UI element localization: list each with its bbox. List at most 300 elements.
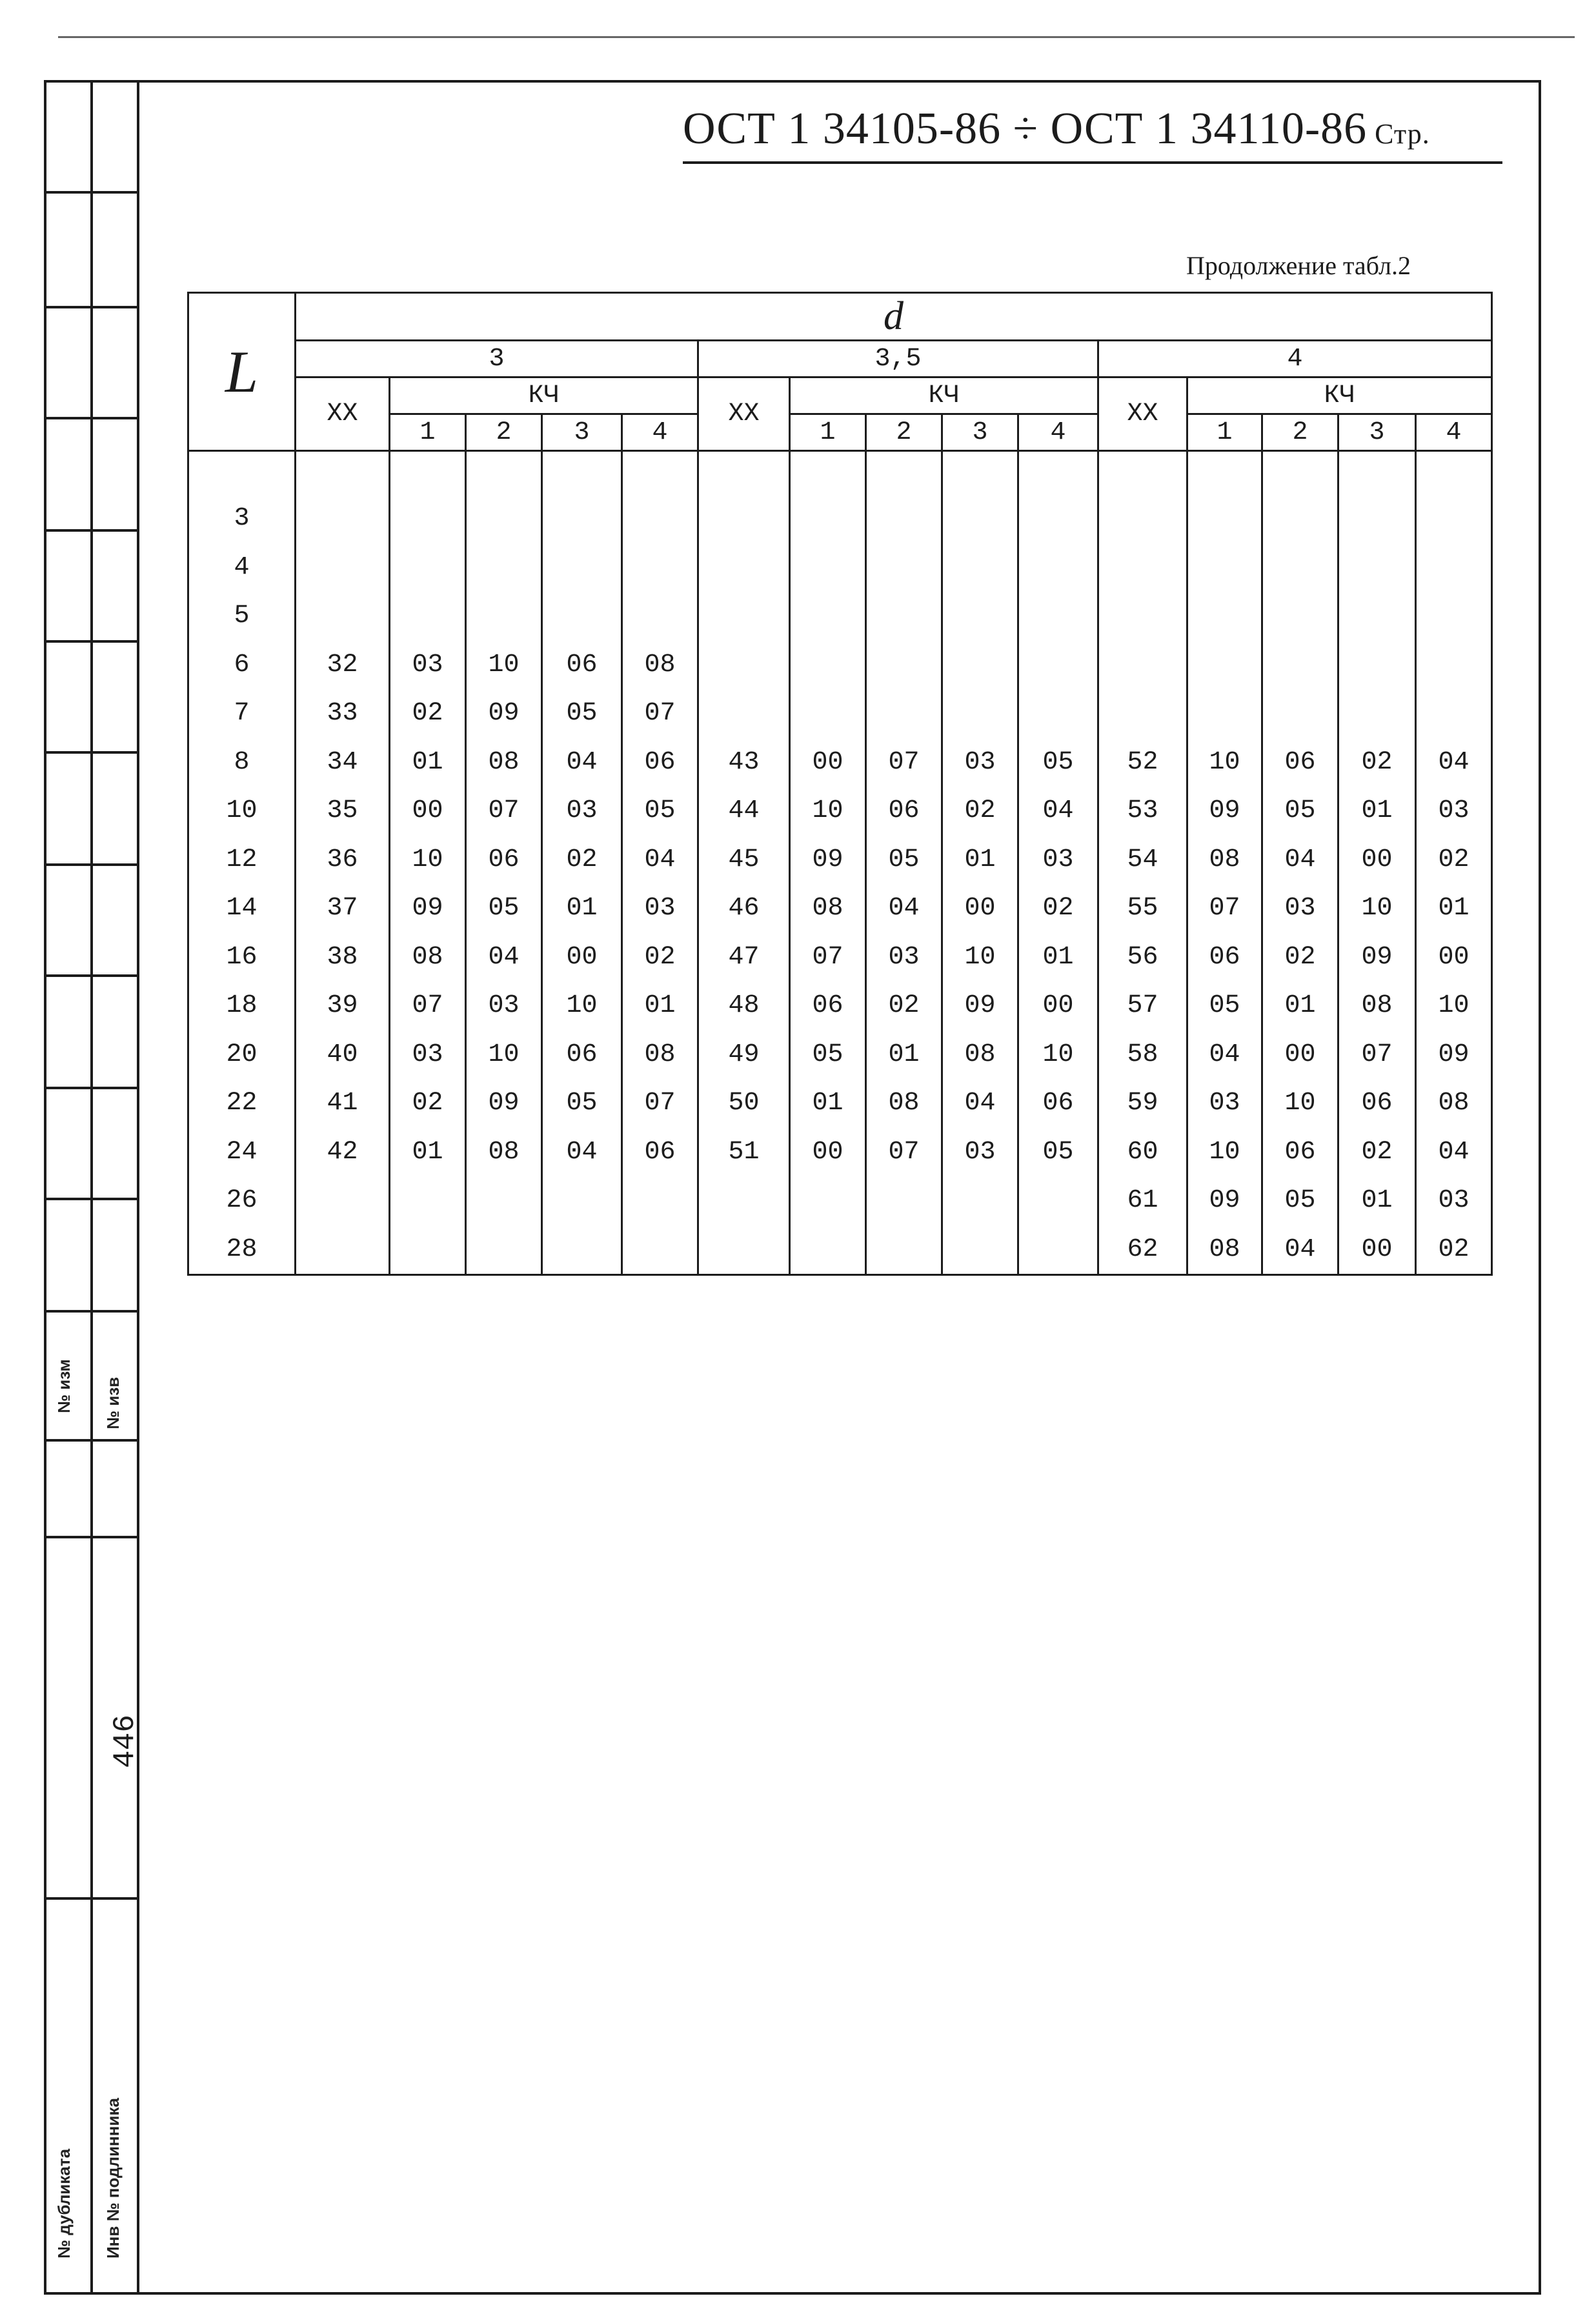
table-cell: 00 xyxy=(390,787,466,836)
table-cell: 02 xyxy=(390,689,466,738)
table-cell: 07 xyxy=(390,981,466,1031)
xx-header: ХХ xyxy=(1098,377,1187,451)
table-cell xyxy=(622,451,698,495)
table-cell xyxy=(390,1225,466,1275)
kch-subheader: 3 xyxy=(1338,414,1416,451)
table-cell: 03 xyxy=(1416,787,1492,836)
table-cell: 54 xyxy=(1098,836,1187,885)
kch-subheader: 4 xyxy=(622,414,698,451)
table-cell: 03 xyxy=(390,1031,466,1080)
row-l-value: 18 xyxy=(188,981,296,1031)
table-cell: 03 xyxy=(1262,884,1338,933)
table-cell: 08 xyxy=(390,933,466,982)
row-l-value: 20 xyxy=(188,1031,296,1080)
table-cell: 04 xyxy=(1187,1031,1262,1080)
margin-label-duplicate: № дубликата xyxy=(54,2148,74,2259)
margin-tick xyxy=(44,863,137,866)
table-cell: 10 xyxy=(466,641,542,690)
table-cell: 03 xyxy=(542,787,622,836)
table-cell: 37 xyxy=(296,884,390,933)
table-cell: 05 xyxy=(866,836,942,885)
table-cell: 00 xyxy=(790,738,866,787)
table-cell: 02 xyxy=(1262,933,1338,982)
table-cell: 02 xyxy=(1018,884,1098,933)
table-cell: 10 xyxy=(942,933,1018,982)
table-cell xyxy=(942,1176,1018,1225)
table-cell: 06 xyxy=(1262,1128,1338,1177)
margin-column-divider xyxy=(137,80,139,2295)
table-cell xyxy=(542,1225,622,1275)
table-cell xyxy=(866,543,942,592)
table-cell xyxy=(622,1225,698,1275)
table-cell: 01 xyxy=(1338,787,1416,836)
table-cell xyxy=(390,494,466,543)
table-cell: 04 xyxy=(866,884,942,933)
kch-subheader: 3 xyxy=(942,414,1018,451)
table-cell: 05 xyxy=(1262,1176,1338,1225)
table-cell: 51 xyxy=(698,1128,790,1177)
table-cell xyxy=(296,1225,390,1275)
table-cell: 04 xyxy=(1262,1225,1338,1275)
table-cell: 49 xyxy=(698,1031,790,1080)
table-cell xyxy=(1338,494,1416,543)
table-cell: 07 xyxy=(790,933,866,982)
table-cell xyxy=(790,451,866,495)
table-cell: 44 xyxy=(698,787,790,836)
table-cell xyxy=(866,1176,942,1225)
table-cell xyxy=(542,494,622,543)
table-cell xyxy=(1338,451,1416,495)
row-header-l: L xyxy=(188,293,296,451)
table-cell xyxy=(1262,592,1338,641)
table-cell: 02 xyxy=(1416,1225,1492,1275)
table-cell xyxy=(1018,1176,1098,1225)
kch-subheader: 4 xyxy=(1416,414,1492,451)
table-cell xyxy=(942,641,1018,690)
table-row xyxy=(188,787,1492,836)
kch-subheader: 1 xyxy=(1187,414,1262,451)
row-l-value: 28 xyxy=(188,1225,296,1275)
table-cell: 00 xyxy=(1416,933,1492,982)
table-cell: 06 xyxy=(622,1128,698,1177)
margin-tick xyxy=(44,640,137,643)
table-cell: 05 xyxy=(1187,981,1262,1031)
table-cell: 36 xyxy=(296,836,390,885)
table-cell: 08 xyxy=(1416,1079,1492,1128)
table-cell: 03 xyxy=(866,933,942,982)
table-cell xyxy=(866,451,942,495)
table-cell xyxy=(942,1225,1018,1275)
table-cell xyxy=(1018,689,1098,738)
table-cell: 57 xyxy=(1098,981,1187,1031)
table-cell: 02 xyxy=(390,1079,466,1128)
row-l-value: 16 xyxy=(188,933,296,982)
table-cell xyxy=(790,494,866,543)
row-l-value: 3 xyxy=(188,494,296,543)
table-cell: 04 xyxy=(1416,1128,1492,1177)
table-cell: 08 xyxy=(466,738,542,787)
table-cell xyxy=(1018,543,1098,592)
table-cell: 09 xyxy=(466,689,542,738)
table-row xyxy=(188,494,1492,543)
table-cell xyxy=(698,451,790,495)
table-cell: 06 xyxy=(466,836,542,885)
table-cell: 04 xyxy=(1262,836,1338,885)
table-cell xyxy=(622,1176,698,1225)
table-cell xyxy=(1262,689,1338,738)
table-cell: 10 xyxy=(1187,738,1262,787)
table-cell xyxy=(296,451,390,495)
margin-column-divider xyxy=(90,80,93,2295)
table-cell: 00 xyxy=(1262,1031,1338,1080)
table-cell: 05 xyxy=(790,1031,866,1080)
table-cell xyxy=(542,1176,622,1225)
table-cell xyxy=(296,494,390,543)
table-cell xyxy=(1338,689,1416,738)
table-cell: 34 xyxy=(296,738,390,787)
table-cell: 05 xyxy=(466,884,542,933)
table-cell xyxy=(390,1176,466,1225)
table-cell xyxy=(866,1225,942,1275)
table-cell xyxy=(1098,592,1187,641)
table-cell: 09 xyxy=(466,1079,542,1128)
table-cell: 03 xyxy=(1416,1176,1492,1225)
xx-header: ХХ xyxy=(698,377,790,451)
table-row xyxy=(188,738,1492,787)
table-cell xyxy=(466,494,542,543)
header-underline xyxy=(683,161,1502,164)
margin-tick xyxy=(44,1198,137,1200)
table-cell xyxy=(466,543,542,592)
margin-tick xyxy=(44,1439,137,1442)
table-cell: 07 xyxy=(866,738,942,787)
table-cell: 05 xyxy=(542,1079,622,1128)
table-cell: 10 xyxy=(466,1031,542,1080)
table-row xyxy=(188,1128,1492,1177)
table-row xyxy=(188,1031,1492,1080)
table-cell: 10 xyxy=(1262,1079,1338,1128)
table-cell xyxy=(542,592,622,641)
table-row xyxy=(188,543,1492,592)
kch-subheader: 2 xyxy=(866,414,942,451)
table-cell xyxy=(790,1176,866,1225)
xx-header: ХХ xyxy=(296,377,390,451)
table-cell: 07 xyxy=(1187,884,1262,933)
table-cell xyxy=(942,689,1018,738)
table-cell: 10 xyxy=(1018,1031,1098,1080)
margin-tick xyxy=(44,1087,137,1089)
kch-subheader: 1 xyxy=(390,414,466,451)
table-cell: 33 xyxy=(296,689,390,738)
table-cell xyxy=(466,1176,542,1225)
table-cell: 06 xyxy=(866,787,942,836)
table-cell xyxy=(1262,494,1338,543)
table-cell xyxy=(466,1225,542,1275)
table-cell: 39 xyxy=(296,981,390,1031)
table-cell: 06 xyxy=(1338,1079,1416,1128)
table-cell xyxy=(790,1225,866,1275)
table-cell: 38 xyxy=(296,933,390,982)
group-header-d: d xyxy=(296,293,1492,341)
table-cell: 09 xyxy=(1338,933,1416,982)
table-cell: 01 xyxy=(1338,1176,1416,1225)
margin-tick xyxy=(44,1310,137,1313)
table-cell: 06 xyxy=(622,738,698,787)
table-cell xyxy=(1018,1225,1098,1275)
table-cell xyxy=(1098,451,1187,495)
table-cell: 01 xyxy=(1262,981,1338,1031)
table-cell xyxy=(1018,494,1098,543)
kch-subheader: 4 xyxy=(1018,414,1098,451)
table-cell xyxy=(1262,451,1338,495)
table-cell: 01 xyxy=(1416,884,1492,933)
table-cell xyxy=(1098,689,1187,738)
row-l-value: 22 xyxy=(188,1079,296,1128)
table-caption: Продолжение табл.2 xyxy=(1186,251,1411,280)
table-cell: 08 xyxy=(1338,981,1416,1031)
table-cell xyxy=(790,641,866,690)
margin-tick xyxy=(44,191,137,194)
table-cell: 00 xyxy=(542,933,622,982)
table-cell: 01 xyxy=(622,981,698,1031)
table-cell xyxy=(188,451,296,495)
table-cell: 08 xyxy=(1187,836,1262,885)
table-cell xyxy=(1416,451,1492,495)
table-cell: 02 xyxy=(942,787,1018,836)
table-cell: 07 xyxy=(866,1128,942,1177)
table-cell xyxy=(942,451,1018,495)
table-cell: 04 xyxy=(942,1079,1018,1128)
kch-subheader: 2 xyxy=(1262,414,1338,451)
table-row xyxy=(188,689,1492,738)
table-cell xyxy=(698,1225,790,1275)
table-cell xyxy=(296,543,390,592)
table-cell: 06 xyxy=(1018,1079,1098,1128)
margin-tick xyxy=(44,974,137,977)
table-cell: 09 xyxy=(1187,787,1262,836)
table-cell xyxy=(1187,641,1262,690)
table-cell: 02 xyxy=(622,933,698,982)
table-cell: 52 xyxy=(1098,738,1187,787)
table-cell: 09 xyxy=(942,981,1018,1031)
table-cell xyxy=(1098,543,1187,592)
table-cell: 07 xyxy=(622,1079,698,1128)
table-cell: 03 xyxy=(1187,1079,1262,1128)
margin-tick xyxy=(44,1897,137,1900)
table-cell: 01 xyxy=(866,1031,942,1080)
page-label: Стр. xyxy=(1375,118,1430,150)
table-cell xyxy=(1018,641,1098,690)
table-cell: 10 xyxy=(1416,981,1492,1031)
table-cell: 56 xyxy=(1098,933,1187,982)
table-cell xyxy=(790,592,866,641)
table-cell: 03 xyxy=(942,738,1018,787)
table-cell: 32 xyxy=(296,641,390,690)
table-cell: 00 xyxy=(942,884,1018,933)
table-cell: 09 xyxy=(390,884,466,933)
table-cell xyxy=(622,592,698,641)
table-cell: 06 xyxy=(790,981,866,1031)
table-row xyxy=(188,1176,1492,1225)
table-cell: 08 xyxy=(622,641,698,690)
table-cell: 04 xyxy=(466,933,542,982)
table-cell: 01 xyxy=(1018,933,1098,982)
table-cell xyxy=(942,494,1018,543)
table-cell: 62 xyxy=(1098,1225,1187,1275)
table-cell: 53 xyxy=(1098,787,1187,836)
table-cell xyxy=(1338,592,1416,641)
table-cell xyxy=(1098,641,1187,690)
table-cell: 01 xyxy=(542,884,622,933)
table-cell: 46 xyxy=(698,884,790,933)
table-cell: 07 xyxy=(1338,1031,1416,1080)
table-cell: 40 xyxy=(296,1031,390,1080)
table-spacer-row xyxy=(188,451,1492,495)
table-cell: 05 xyxy=(1018,738,1098,787)
table-row xyxy=(188,1079,1492,1128)
table-cell: 58 xyxy=(1098,1031,1187,1080)
table-cell: 08 xyxy=(622,1031,698,1080)
table-cell: 47 xyxy=(698,933,790,982)
row-l-value: 6 xyxy=(188,641,296,690)
table-cell: 08 xyxy=(790,884,866,933)
table-cell xyxy=(942,592,1018,641)
table-cell xyxy=(698,494,790,543)
table-cell: 10 xyxy=(390,836,466,885)
table-cell xyxy=(698,641,790,690)
row-l-value: 14 xyxy=(188,884,296,933)
table-cell xyxy=(942,543,1018,592)
table-cell: 09 xyxy=(790,836,866,885)
table-cell xyxy=(1187,592,1262,641)
table-cell xyxy=(622,543,698,592)
table-cell: 61 xyxy=(1098,1176,1187,1225)
table-row xyxy=(188,641,1492,690)
row-l-value: 12 xyxy=(188,836,296,885)
table-cell: 55 xyxy=(1098,884,1187,933)
table-cell: 43 xyxy=(698,738,790,787)
table-cell xyxy=(790,543,866,592)
table-row xyxy=(188,981,1492,1031)
margin-label-notice-no: № изв xyxy=(103,1376,123,1429)
kch-header: КЧ xyxy=(390,377,698,414)
row-l-value: 10 xyxy=(188,787,296,836)
row-l-value: 24 xyxy=(188,1128,296,1177)
row-l-value: 26 xyxy=(188,1176,296,1225)
table-cell: 04 xyxy=(542,738,622,787)
table-cell xyxy=(1098,494,1187,543)
table-cell: 05 xyxy=(542,689,622,738)
data-table xyxy=(187,292,1493,1276)
table-cell: 03 xyxy=(622,884,698,933)
diameter-header: 3,5 xyxy=(698,341,1098,377)
table-cell: 09 xyxy=(1187,1176,1262,1225)
table-cell: 07 xyxy=(622,689,698,738)
table-cell xyxy=(1416,592,1492,641)
margin-tick xyxy=(44,751,137,754)
table-cell xyxy=(1262,543,1338,592)
table-cell: 06 xyxy=(542,641,622,690)
table-cell xyxy=(1338,641,1416,690)
row-l-value: 4 xyxy=(188,543,296,592)
table-cell xyxy=(1416,641,1492,690)
table-cell: 05 xyxy=(1262,787,1338,836)
table-cell: 10 xyxy=(542,981,622,1031)
table-cell: 06 xyxy=(1187,933,1262,982)
table-cell: 05 xyxy=(1018,1128,1098,1177)
table-cell: 04 xyxy=(1018,787,1098,836)
table-cell: 00 xyxy=(790,1128,866,1177)
table-cell: 02 xyxy=(542,836,622,885)
table-row xyxy=(188,933,1492,982)
table-cell: 07 xyxy=(466,787,542,836)
table-cell: 02 xyxy=(866,981,942,1031)
table-cell xyxy=(1416,689,1492,738)
table-cell xyxy=(698,1176,790,1225)
table-cell xyxy=(1187,543,1262,592)
table-cell: 45 xyxy=(698,836,790,885)
table-cell: 42 xyxy=(296,1128,390,1177)
table-cell xyxy=(1187,494,1262,543)
table-cell xyxy=(698,592,790,641)
table-row xyxy=(188,592,1492,641)
table-row xyxy=(188,836,1492,885)
table-cell xyxy=(1187,689,1262,738)
row-l-value: 8 xyxy=(188,738,296,787)
table-cell: 04 xyxy=(1416,738,1492,787)
table-cell: 06 xyxy=(1262,738,1338,787)
table-cell: 03 xyxy=(1018,836,1098,885)
margin-label-original-inventory: Инв № подлинника xyxy=(103,2098,123,2259)
margin-tick xyxy=(44,417,137,419)
table-row xyxy=(188,1225,1492,1275)
table-cell xyxy=(1416,494,1492,543)
margin-tick xyxy=(44,529,137,532)
table-cell: 50 xyxy=(698,1079,790,1128)
row-l-value: 7 xyxy=(188,689,296,738)
page-top-edge xyxy=(58,36,1575,38)
kch-subheader: 1 xyxy=(790,414,866,451)
table-cell: 59 xyxy=(1098,1079,1187,1128)
table-cell: 41 xyxy=(296,1079,390,1128)
table-cell: 00 xyxy=(1338,836,1416,885)
table-cell: 00 xyxy=(1018,981,1098,1031)
table-cell xyxy=(390,451,466,495)
table-cell xyxy=(1187,451,1262,495)
table-cell: 35 xyxy=(296,787,390,836)
table-cell xyxy=(866,592,942,641)
table-cell: 06 xyxy=(542,1031,622,1080)
table-cell xyxy=(390,592,466,641)
kch-subheader: 2 xyxy=(466,414,542,451)
table-cell xyxy=(866,689,942,738)
kch-subheader: 3 xyxy=(542,414,622,451)
table-cell: 02 xyxy=(1338,1128,1416,1177)
table-cell: 01 xyxy=(790,1079,866,1128)
table-cell: 03 xyxy=(390,641,466,690)
table-cell: 03 xyxy=(942,1128,1018,1177)
table-cell xyxy=(390,543,466,592)
row-l-value: 5 xyxy=(188,592,296,641)
margin-tick xyxy=(44,1536,137,1538)
table-cell: 08 xyxy=(1187,1225,1262,1275)
table-cell xyxy=(542,543,622,592)
table-cell: 10 xyxy=(1338,884,1416,933)
table-cell xyxy=(1018,451,1098,495)
table-cell xyxy=(542,451,622,495)
table-cell xyxy=(866,494,942,543)
table-cell: 48 xyxy=(698,981,790,1031)
